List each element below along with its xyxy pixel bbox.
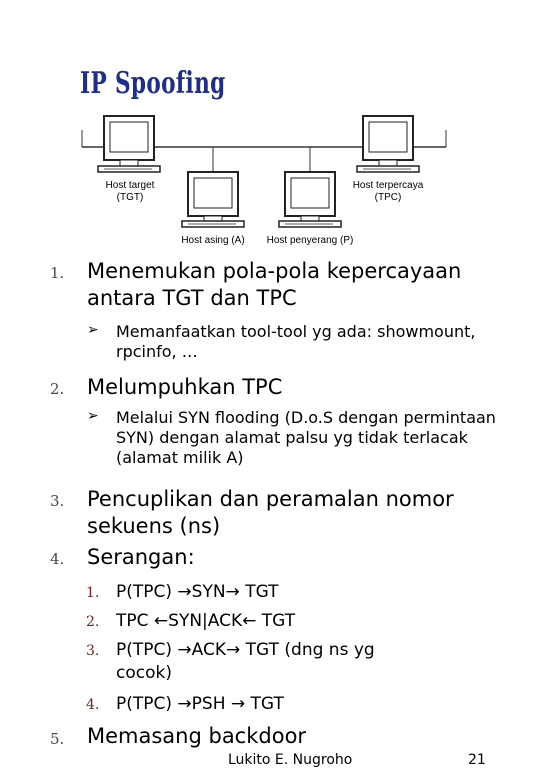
arrow-bullet-icon: ➢ bbox=[87, 322, 99, 338]
list-item-number: 3. bbox=[50, 492, 65, 510]
list-subitem-text: Melalui SYN flooding (D.o.S dengan permintaan SYN) dengan alamat palsu yg tidak terlacak (alamat milik A) bbox=[116, 408, 496, 467]
host-foreign-label: Host asing (A) bbox=[181, 235, 245, 246]
arrow-bullet-icon: ➢ bbox=[87, 408, 99, 424]
host-target-sublabel: (TGT) bbox=[116, 192, 144, 203]
attack-step-text: P(TPC) →SYN→ TGT bbox=[116, 582, 279, 602]
host-attacker-computer-icon bbox=[279, 172, 341, 227]
list-subitem-text: Memanfaatkan tool-tool yg ada: showmount, rpcinfo, … bbox=[116, 322, 476, 361]
list-item-number: 1. bbox=[50, 264, 65, 282]
footer-author: Lukito E. Nugroho bbox=[228, 752, 353, 768]
host-target-label: Host target bbox=[105, 180, 155, 191]
host-foreign-computer-icon bbox=[182, 172, 244, 227]
host-trusted-label: Host terpercaya bbox=[352, 180, 424, 191]
attack-step-text: P(TPC) →PSH → TGT bbox=[116, 694, 284, 714]
list-item-text: Serangan: bbox=[87, 545, 195, 569]
attack-step-number: 4. bbox=[86, 697, 100, 713]
network-diagram bbox=[78, 110, 458, 250]
attack-step-text: TPC ←SYN|ACK← TGT bbox=[116, 611, 296, 631]
attack-step-text: P(TPC) →ACK→ TGT (dng ns yg cocok) bbox=[116, 640, 375, 683]
list-item-number: 5. bbox=[50, 730, 65, 748]
attack-step-number: 3. bbox=[86, 643, 100, 659]
list-item-text: Menemukan pola-pola kepercayaan antara TGT dan TPC bbox=[87, 259, 462, 310]
host-attacker-label: Host penyerang (P) bbox=[266, 235, 354, 246]
list-item-text: Pencuplikan dan peramalan nomor sekuens (ns) bbox=[87, 487, 454, 538]
host-trusted-computer-icon bbox=[357, 116, 419, 172]
attack-step-number: 2. bbox=[86, 614, 100, 630]
list-item-number: 2. bbox=[50, 380, 65, 398]
list-item-text: Memasang backdoor bbox=[87, 724, 307, 748]
page-number: 21 bbox=[468, 752, 486, 768]
list-item-text: Melumpuhkan TPC bbox=[87, 375, 283, 399]
host-target-computer-icon bbox=[98, 116, 160, 172]
page-title: IP Spoofing bbox=[80, 66, 226, 101]
list-item-number: 4. bbox=[50, 550, 65, 568]
host-trusted-sublabel: (TPC) bbox=[374, 192, 402, 203]
attack-step-number: 1. bbox=[86, 585, 100, 601]
